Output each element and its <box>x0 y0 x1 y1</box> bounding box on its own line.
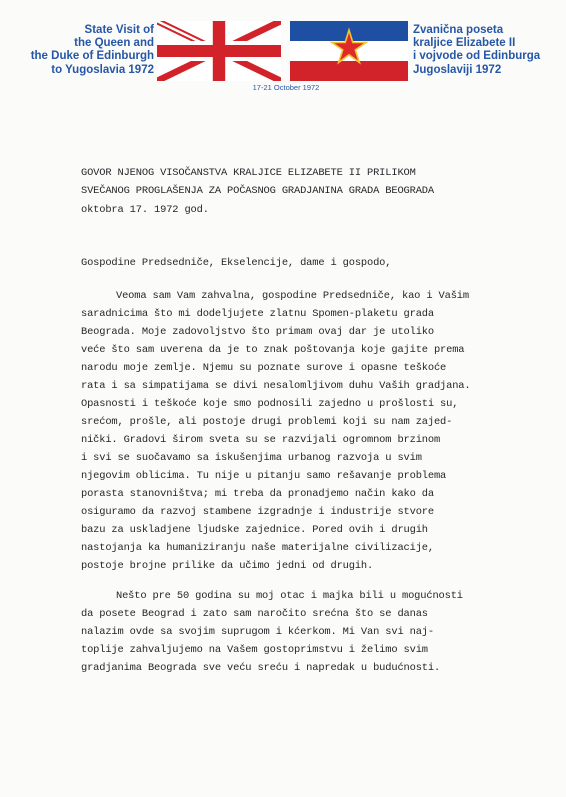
paragraph-line: i svi se suočavamo sa iskušenjima urbanog razvoja u svim <box>81 452 422 464</box>
paragraph-line: bazu za uskladjene ljudske zajednice. Pored ovih i drugih <box>81 524 428 536</box>
paragraph-line: Veoma sam Vam zahvalna, gospodine Predsedniče, kao i Vašim <box>116 290 469 302</box>
paragraph-line: rata i sa simpatijama se divi nesalomljivom duhu Vaših gradjana. <box>81 380 471 392</box>
paragraph-line: saradnicima što mi dodeljujete zlatnu Spomen-plaketu grada <box>81 308 434 320</box>
paragraph-line: da posete Beograd i zato sam naročito srećna što se danas <box>81 608 428 620</box>
speech-title-line: SVEČANOG PROGLAŠENJA ZA POČASNOG GRADJANINA GRADA BEOGRADA <box>81 185 434 197</box>
paragraph-line: Nešto pre 50 godina su moj otac i majka bili u mogućnosti <box>116 590 463 602</box>
paragraph-line: porasta stanovništva; mi treba da pronadjemo način kako da <box>81 488 434 500</box>
header-serbian-line: kraljice Elizabete II <box>413 37 516 50</box>
yugoslav-flag-icon <box>290 21 408 81</box>
header-english-line: the Queen and <box>74 37 154 50</box>
header-english-text <box>8 24 154 77</box>
paragraph-line: postoje brojne prilike da učimo jedni od drugih. <box>81 560 374 572</box>
header-english-line: the Duke of Edinburgh <box>30 50 154 63</box>
header-serbian-line: Jugoslaviji 1972 <box>413 63 502 76</box>
speech-title-line: GOVOR NJENOG VISOČANSTVA KRALJICE ELIZABETE II PRILIKOM <box>81 167 416 179</box>
header-english-line: to Yugoslavia 1972 <box>51 63 154 76</box>
paragraph-line: nalazim ovde sa svojim suprugom i kćerkom. Mi Van svi naj- <box>81 626 434 638</box>
salutation: Gospodine Predsedniče, Ekselencije, dame i gospodo, <box>81 257 392 269</box>
paragraph-line: toplije zahvaljujemo na Vašem gostoprimstvu i želimo svim <box>81 644 428 656</box>
paragraph-line: gradjanima Beograda sve veću sreću i napredak u budućnosti. <box>81 662 441 674</box>
paragraph-line: njegovim oblicima. Tu nije u pitanju samo rešavanje problema <box>81 470 447 482</box>
header-serbian-line: Zvanična poseta <box>413 24 504 36</box>
union-jack-flag-icon <box>157 21 281 81</box>
paragraph-line: osiguramo da razvoj stambene izgradnje i industrije stvore <box>81 506 434 518</box>
header-serbian-line: i vojvode od Edinburga <box>413 50 541 63</box>
paragraph-line: nički. Gradovi širom sveta su se razvijali ogromnom brzinom <box>81 434 441 446</box>
header-serbian-text <box>413 24 563 77</box>
paragraph-line: Opasnosti i teškoće koje smo podnosili zajedno u prošlosti su, <box>81 398 459 410</box>
paragraph-line: srećom, prošle, ali postoje drugi problemi koji su nam zajed- <box>81 416 453 428</box>
paragraph-line: narodu moje zemlje. Njemu su poznate surove i opasne teškoće <box>81 362 447 374</box>
speech-title-line: oktobra 17. 1972 god. <box>81 204 209 216</box>
visit-date: 17-21 October 1972 <box>252 83 320 92</box>
paragraph-line: nastojanja ka humaniziranju naše materijalne civilizacije, <box>81 542 434 554</box>
paragraph-line: veće što sam uverena da je to znak poštovanja koje gajite prema <box>81 344 465 356</box>
header-english-line: State Visit of <box>84 24 154 36</box>
paragraph-line: Beograda. Moje zadovoljstvo što primam ovaj dar je utoliko <box>81 326 434 338</box>
